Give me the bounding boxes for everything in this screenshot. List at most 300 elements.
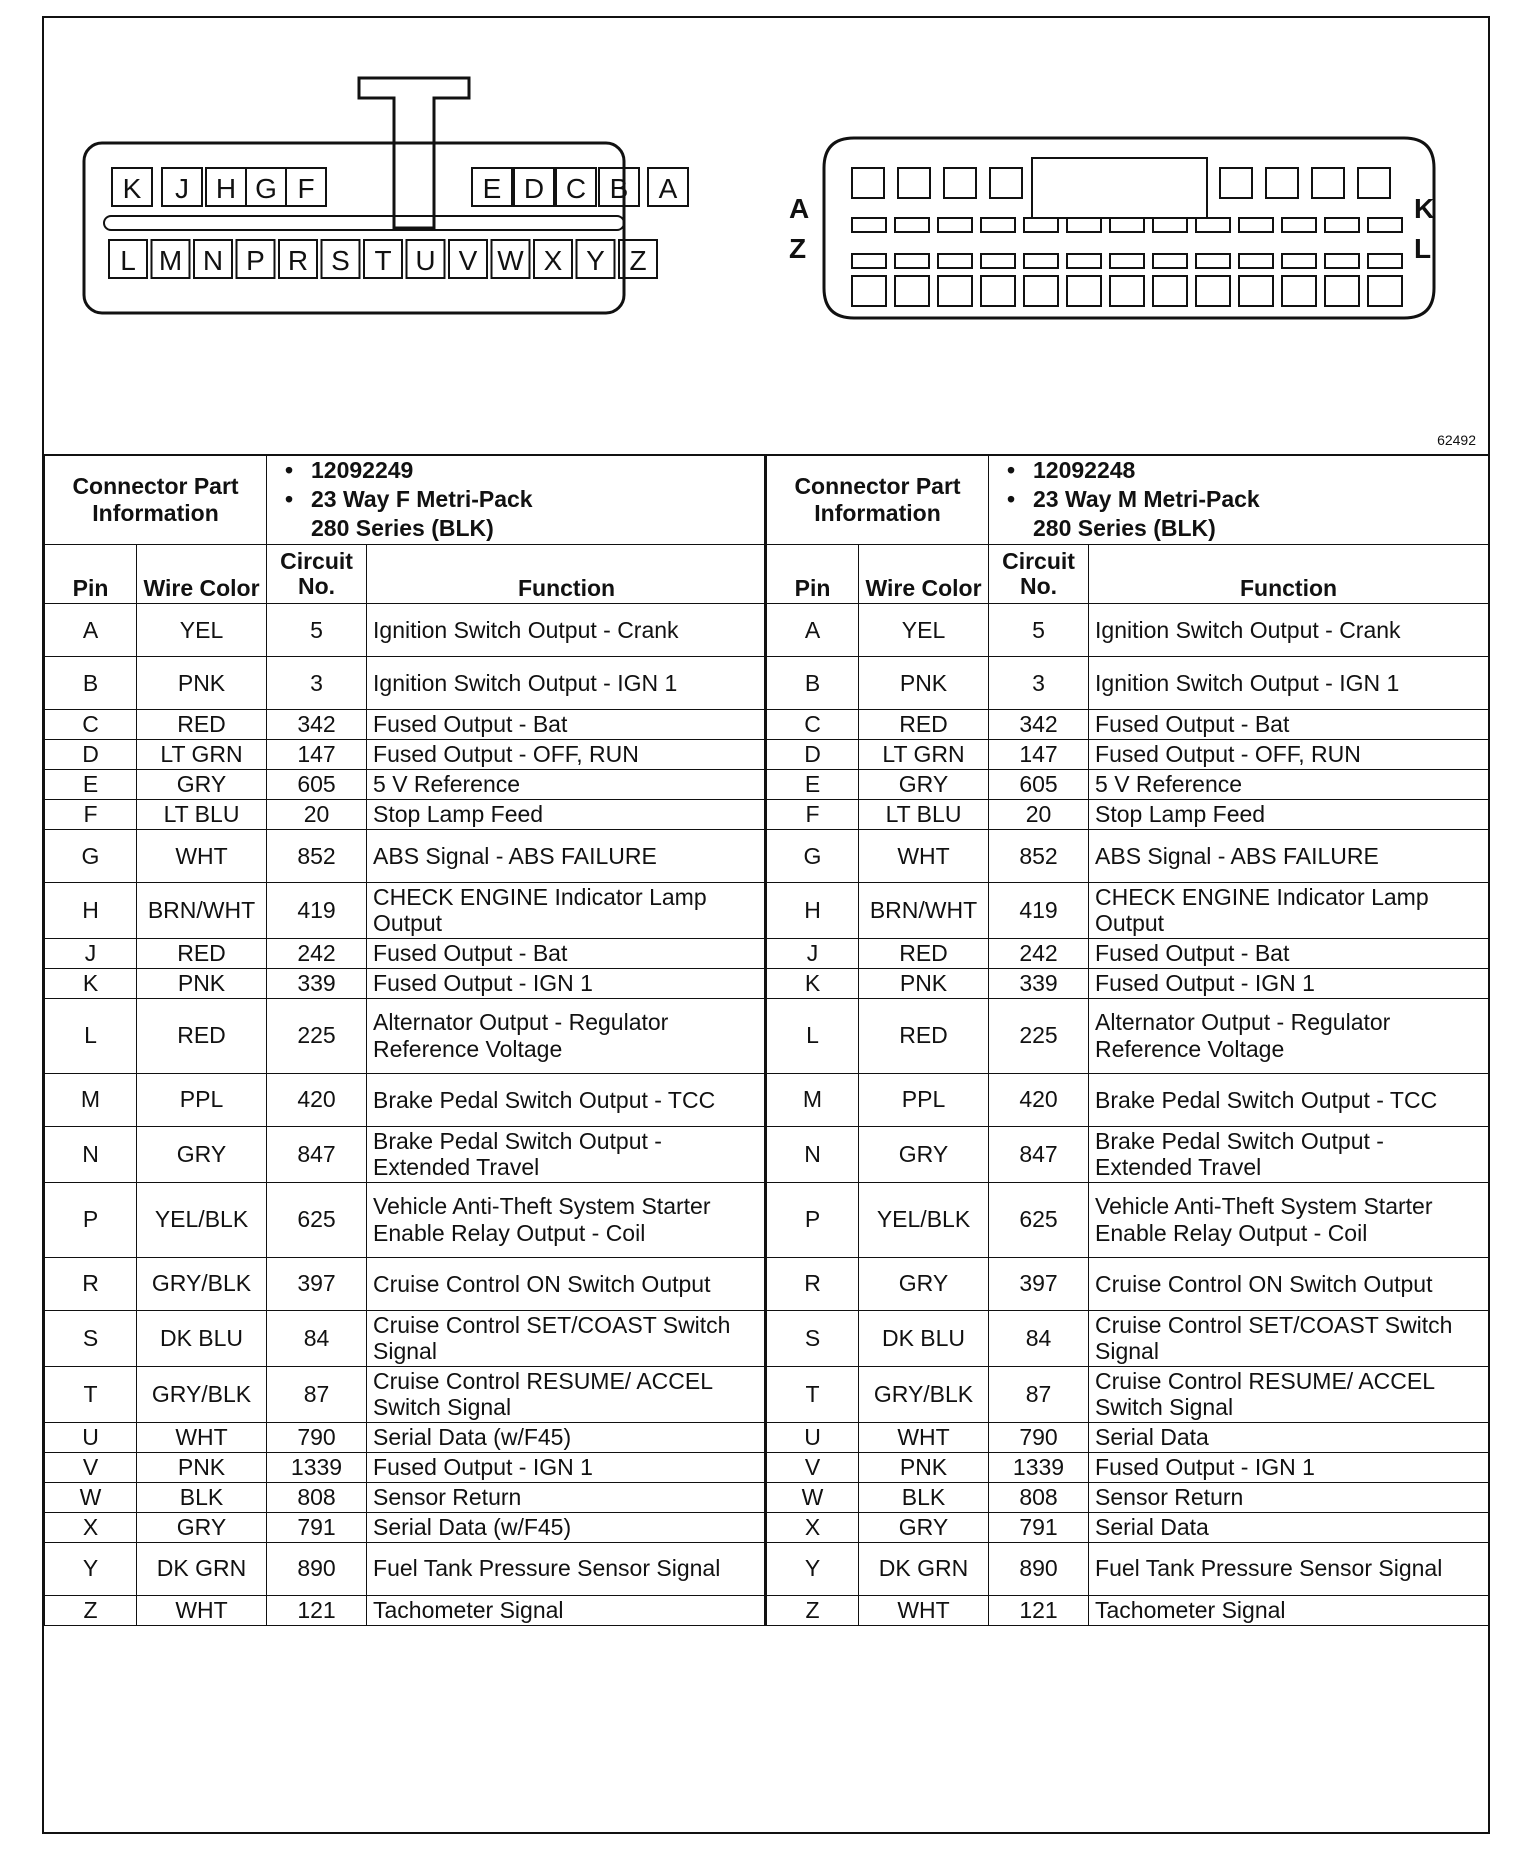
function-cell: Alternator Output - Regulator Reference Voltage: [367, 998, 767, 1073]
circuit-cell: 339: [267, 968, 367, 998]
table-row: [45, 830, 767, 883]
table-row: [767, 1126, 1489, 1182]
circuit-cell: 890: [267, 1542, 367, 1595]
wire-color-cell: LT BLU: [137, 800, 267, 830]
socket-slot: [1239, 254, 1273, 268]
circuit-cell: 242: [989, 938, 1089, 968]
pin-cell: N: [767, 1126, 859, 1182]
pin-cell: K: [767, 968, 859, 998]
table-row: [767, 1182, 1489, 1257]
table-row: [45, 1073, 767, 1126]
circuit-cell: 225: [267, 998, 367, 1073]
table-row: [45, 1366, 767, 1422]
circuit-cell: 87: [267, 1366, 367, 1422]
circuit-cell: 808: [989, 1482, 1089, 1512]
function-cell: Cruise Control ON Switch Output: [367, 1257, 767, 1310]
table-row: [45, 1182, 767, 1257]
pin-label-r: R: [287, 245, 309, 276]
figure-number: 62492: [1437, 432, 1476, 448]
circuit-cell: 121: [267, 1595, 367, 1625]
function-cell: Fused Output - IGN 1: [367, 968, 767, 998]
table-row: [45, 1512, 767, 1542]
socket-slot: [1067, 254, 1101, 268]
wire-color-cell: YEL/BLK: [859, 1182, 989, 1257]
pin-label-g: G: [255, 173, 277, 204]
function-cell: Fused Output - OFF, RUN: [367, 740, 767, 770]
pin-cell: L: [767, 998, 859, 1073]
pin-cell: V: [767, 1452, 859, 1482]
wire-color-cell: PNK: [137, 968, 267, 998]
wire-color-cell: BRN/WHT: [859, 883, 989, 939]
wire-color-cell: LT GRN: [859, 740, 989, 770]
pin-label-h: H: [215, 173, 237, 204]
function-cell: Tachometer Signal: [367, 1595, 767, 1625]
function-cell: Fused Output - Bat: [367, 710, 767, 740]
pin-cell: R: [767, 1257, 859, 1310]
socket-slot: [1110, 218, 1144, 232]
wire-color-cell: PNK: [137, 657, 267, 710]
socket-cavity: [898, 168, 930, 198]
wire-color-cell: WHT: [859, 830, 989, 883]
pin-label-k: K: [122, 173, 142, 204]
wire-color-cell: WHT: [859, 1595, 989, 1625]
table-row: [767, 830, 1489, 883]
part-info-line: • 23 Way F Metri-Pack: [311, 485, 760, 514]
pin-cell: V: [45, 1452, 137, 1482]
pin-label-l: L: [120, 245, 136, 276]
pin-cell: N: [45, 1126, 137, 1182]
table-row: [767, 1310, 1489, 1366]
socket-slot: [1153, 218, 1187, 232]
table-row: [767, 938, 1489, 968]
function-cell: Sensor Return: [1089, 1482, 1489, 1512]
function-cell: Alternator Output - Regulator Reference Voltage: [1089, 998, 1489, 1073]
wire-color-cell: BLK: [137, 1482, 267, 1512]
socket-cavity: [852, 276, 886, 306]
wire-color-cell: DK BLU: [137, 1310, 267, 1366]
table-row: [45, 1257, 767, 1310]
wire-color-cell: RED: [137, 998, 267, 1073]
socket-cavity: [1282, 276, 1316, 306]
left-pinout-table: [44, 454, 766, 1626]
wire-color-cell: RED: [137, 710, 267, 740]
left-connector-divider: [104, 216, 624, 230]
right-connector-label-l: L: [1414, 233, 1432, 264]
socket-slot: [1239, 218, 1273, 232]
table-row: [767, 1073, 1489, 1126]
circuit-cell: 339: [989, 968, 1089, 998]
socket-cavity: [944, 168, 976, 198]
right-connector-key: [1032, 158, 1207, 218]
table-row: [45, 1542, 767, 1595]
circuit-cell: 397: [267, 1257, 367, 1310]
socket-slot: [981, 218, 1015, 232]
function-cell: Ignition Switch Output - IGN 1: [367, 657, 767, 710]
socket-cavity: [1153, 276, 1187, 306]
wire-color-cell: GRY: [137, 770, 267, 800]
socket-slot: [1067, 218, 1101, 232]
wire-color-cell: YEL: [137, 604, 267, 657]
pin-cell: L: [45, 998, 137, 1073]
circuit-cell: 342: [989, 710, 1089, 740]
socket-cavity: [1110, 276, 1144, 306]
table-row: [45, 657, 767, 710]
table-row: [45, 604, 767, 657]
function-cell: Fuel Tank Pressure Sensor Signal: [367, 1542, 767, 1595]
wire-color-cell: DK BLU: [859, 1310, 989, 1366]
function-cell: Serial Data (w/F45): [367, 1512, 767, 1542]
pin-cell: S: [45, 1310, 137, 1366]
right-connector-body: [824, 138, 1434, 318]
socket-slot: [1153, 254, 1187, 268]
table-row: [767, 1366, 1489, 1422]
circuit-cell: 5: [267, 604, 367, 657]
pin-cell: W: [767, 1482, 859, 1512]
pin-cell: U: [45, 1422, 137, 1452]
function-cell: Fused Output - Bat: [367, 938, 767, 968]
circuit-cell: 397: [989, 1257, 1089, 1310]
socket-slot: [938, 254, 972, 268]
pin-cell: W: [45, 1482, 137, 1512]
table-row: [767, 1482, 1489, 1512]
pin-cell: M: [767, 1073, 859, 1126]
function-cell: Ignition Switch Output - Crank: [367, 604, 767, 657]
function-cell: CHECK ENGINE Indicator Lamp Output: [367, 883, 767, 939]
socket-slot: [1196, 254, 1230, 268]
circuit-cell: 87: [989, 1366, 1089, 1422]
socket-slot: [1024, 254, 1058, 268]
part-info-line: • 23 Way M Metri-Pack: [1033, 485, 1482, 514]
table-row: [45, 938, 767, 968]
table-row: [45, 1310, 767, 1366]
wire-color-cell: GRY: [859, 770, 989, 800]
function-cell: Brake Pedal Switch Output - TCC: [1089, 1073, 1489, 1126]
wire-color-cell: BRN/WHT: [137, 883, 267, 939]
circuit-cell: 342: [267, 710, 367, 740]
socket-cavity: [1067, 276, 1101, 306]
pin-cell: J: [767, 938, 859, 968]
socket-slot: [1024, 218, 1058, 232]
function-cell: Fused Output - IGN 1: [367, 1452, 767, 1482]
wire-color-cell: RED: [859, 710, 989, 740]
wire-color-cell: GRY: [859, 1512, 989, 1542]
pinout-table: [44, 454, 767, 1626]
pin-cell: C: [45, 710, 137, 740]
socket-slot: [1282, 218, 1316, 232]
function-cell: Brake Pedal Switch Output - TCC: [367, 1073, 767, 1126]
table-row: [45, 740, 767, 770]
pin-label-v: V: [458, 245, 478, 276]
pin-label-m: M: [158, 245, 183, 276]
table-row: [45, 1422, 767, 1452]
circuit-cell: 605: [267, 770, 367, 800]
circuit-cell: 20: [267, 800, 367, 830]
circuit-cell: 20: [989, 800, 1089, 830]
function-cell: Brake Pedal Switch Output - Extended Travel: [367, 1126, 767, 1182]
wire-color-cell: WHT: [137, 1595, 267, 1625]
function-cell: Fused Output - OFF, RUN: [1089, 740, 1489, 770]
table-header-row: [767, 545, 1489, 604]
circuit-cell: 847: [267, 1126, 367, 1182]
pin-header: Pin: [767, 545, 859, 604]
wire-color-cell: PNK: [859, 657, 989, 710]
function-cell: Brake Pedal Switch Output - Extended Travel: [1089, 1126, 1489, 1182]
table-row: [767, 1257, 1489, 1310]
pin-label-f: F: [297, 173, 315, 204]
table-row: [767, 657, 1489, 710]
function-cell: Tachometer Signal: [1089, 1595, 1489, 1625]
pin-cell: J: [45, 938, 137, 968]
circuit-cell: 225: [989, 998, 1089, 1073]
table-row: [45, 710, 767, 740]
function-cell: Fused Output - Bat: [1089, 710, 1489, 740]
socket-cavity: [981, 276, 1015, 306]
table-row: [767, 1542, 1489, 1595]
pin-label-z: Z: [629, 245, 647, 276]
wire-color-cell: RED: [859, 938, 989, 968]
function-cell: Stop Lamp Feed: [1089, 800, 1489, 830]
function-cell: Fused Output - IGN 1: [1089, 1452, 1489, 1482]
function-cell: ABS Signal - ABS FAILURE: [1089, 830, 1489, 883]
circuit-cell: 419: [267, 883, 367, 939]
circuit-cell: 852: [989, 830, 1089, 883]
socket-cavity: [1024, 276, 1058, 306]
pin-cell: M: [45, 1073, 137, 1126]
connector-info-label: Connector Part Information: [767, 455, 989, 545]
table-row: [767, 770, 1489, 800]
function-cell: Sensor Return: [367, 1482, 767, 1512]
socket-cavity: [990, 168, 1022, 198]
socket-slot: [938, 218, 972, 232]
pin-cell: S: [767, 1310, 859, 1366]
table-row: [767, 1512, 1489, 1542]
left-connector-latch: [359, 78, 469, 228]
wire-color-cell: RED: [859, 998, 989, 1073]
wire-color-cell: WHT: [137, 830, 267, 883]
function-cell: Fused Output - IGN 1: [1089, 968, 1489, 998]
pin-cell: T: [767, 1366, 859, 1422]
pin-cell: F: [45, 800, 137, 830]
socket-slot: [852, 254, 886, 268]
wire-color-cell: PPL: [859, 1073, 989, 1126]
table-row: [45, 968, 767, 998]
function-cell: Cruise Control RESUME/ ACCEL Switch Signal: [1089, 1366, 1489, 1422]
right-pinout-table: [766, 454, 1488, 1626]
connector-illustration: [44, 18, 1488, 454]
pin-cell: U: [767, 1422, 859, 1452]
circuit-cell: 1339: [989, 1452, 1089, 1482]
pin-label-a: A: [658, 173, 678, 204]
socket-cavity: [1239, 276, 1273, 306]
pin-cell: P: [767, 1182, 859, 1257]
table-row: [767, 710, 1489, 740]
function-cell: Stop Lamp Feed: [367, 800, 767, 830]
wire-color-cell: WHT: [859, 1422, 989, 1452]
pin-cell: C: [767, 710, 859, 740]
circuit-header: Circuit No.: [267, 545, 367, 604]
socket-cavity: [938, 276, 972, 306]
circuit-cell: 3: [267, 657, 367, 710]
function-cell: ABS Signal - ABS FAILURE: [367, 830, 767, 883]
circuit-cell: 419: [989, 883, 1089, 939]
function-header: Function: [367, 545, 767, 604]
socket-slot: [981, 254, 1015, 268]
pin-cell: B: [45, 657, 137, 710]
table-row: [767, 800, 1489, 830]
table-row: [45, 1452, 767, 1482]
function-cell: Serial Data: [1089, 1512, 1489, 1542]
socket-slot: [1325, 218, 1359, 232]
function-cell: CHECK ENGINE Indicator Lamp Output: [1089, 883, 1489, 939]
wire-color-cell: YEL/BLK: [137, 1182, 267, 1257]
pin-cell: D: [767, 740, 859, 770]
function-cell: Cruise Control SET/COAST Switch Signal: [1089, 1310, 1489, 1366]
socket-cavity: [1368, 276, 1402, 306]
pin-cell: T: [45, 1366, 137, 1422]
function-cell: 5 V Reference: [367, 770, 767, 800]
right-connector-label-z: Z: [789, 233, 807, 264]
pin-cell: H: [45, 883, 137, 939]
table-row: [45, 800, 767, 830]
pin-label-t: T: [374, 245, 392, 276]
table-row: [767, 1452, 1489, 1482]
circuit-cell: 852: [267, 830, 367, 883]
wire-color-cell: DK GRN: [137, 1542, 267, 1595]
socket-cavity: [1312, 168, 1344, 198]
part-info-line: • 12092248: [1033, 456, 1482, 485]
table-row: [45, 1595, 767, 1625]
table-row: [45, 1126, 767, 1182]
pin-label-c: C: [565, 173, 587, 204]
right-connector-label-k: K: [1414, 193, 1435, 224]
pin-cell: A: [45, 604, 137, 657]
wire-color-cell: PNK: [859, 1452, 989, 1482]
pin-label-n: N: [202, 245, 224, 276]
pin-label-s: S: [331, 245, 350, 276]
pin-cell: D: [45, 740, 137, 770]
pin-cell: F: [767, 800, 859, 830]
pin-label-u: U: [415, 245, 436, 276]
wire-color-cell: PNK: [137, 1452, 267, 1482]
pin-cell: X: [45, 1512, 137, 1542]
table-row: [767, 998, 1489, 1073]
table-row: [767, 740, 1489, 770]
pinout-table: [766, 454, 1489, 1626]
circuit-cell: 84: [267, 1310, 367, 1366]
socket-cavity: [1220, 168, 1252, 198]
circuit-cell: 420: [267, 1073, 367, 1126]
pin-cell: P: [45, 1182, 137, 1257]
connector-info-row: [767, 455, 1489, 545]
socket-cavity: [852, 168, 884, 198]
table-row: [45, 883, 767, 939]
pin-cell: G: [45, 830, 137, 883]
circuit-cell: 5: [989, 604, 1089, 657]
pin-cell: A: [767, 604, 859, 657]
circuit-header: Circuit No.: [989, 545, 1089, 604]
table-row: [45, 998, 767, 1073]
part-info-line: 280 Series (BLK): [1033, 514, 1216, 541]
socket-slot: [852, 218, 886, 232]
circuit-cell: 242: [267, 938, 367, 968]
pin-cell: Z: [45, 1595, 137, 1625]
circuit-cell: 147: [267, 740, 367, 770]
function-cell: Ignition Switch Output - IGN 1: [1089, 657, 1489, 710]
pin-label-e: E: [482, 173, 502, 204]
wire-color-header: Wire Color: [859, 545, 989, 604]
function-cell: Cruise Control RESUME/ ACCEL Switch Signal: [367, 1366, 767, 1422]
pin-label-w: W: [497, 245, 524, 276]
function-header: Function: [1089, 545, 1489, 604]
function-cell: Vehicle Anti-Theft System Starter Enable Relay Output - Coil: [1089, 1182, 1489, 1257]
table-row: [45, 770, 767, 800]
function-cell: Cruise Control SET/COAST Switch Signal: [367, 1310, 767, 1366]
pin-cell: H: [767, 883, 859, 939]
wire-color-cell: GRY: [859, 1126, 989, 1182]
function-cell: Fuel Tank Pressure Sensor Signal: [1089, 1542, 1489, 1595]
circuit-cell: 420: [989, 1073, 1089, 1126]
pinout-tables: [44, 454, 1488, 1626]
socket-cavity: [1358, 168, 1390, 198]
connector-diagram: [44, 18, 1488, 456]
pin-label-p: P: [246, 245, 265, 276]
wire-color-cell: PNK: [859, 968, 989, 998]
table-row: [767, 883, 1489, 939]
function-cell: Serial Data (w/F45): [367, 1422, 767, 1452]
wire-color-cell: LT BLU: [859, 800, 989, 830]
socket-slot: [1368, 218, 1402, 232]
connector-part-info: [989, 455, 1489, 545]
socket-slot: [1196, 218, 1230, 232]
pin-label-d: D: [523, 173, 545, 204]
circuit-cell: 1339: [267, 1452, 367, 1482]
pin-cell: B: [767, 657, 859, 710]
table-row: [767, 1422, 1489, 1452]
pin-header: Pin: [45, 545, 137, 604]
function-cell: Serial Data: [1089, 1422, 1489, 1452]
pin-cell: R: [45, 1257, 137, 1310]
socket-cavity: [1325, 276, 1359, 306]
circuit-cell: 791: [267, 1512, 367, 1542]
table-row: [45, 1482, 767, 1512]
table-header-row: [45, 545, 767, 604]
circuit-cell: 121: [989, 1595, 1089, 1625]
wire-color-cell: GRY: [137, 1126, 267, 1182]
right-connector-label-a: A: [789, 193, 810, 224]
part-info-line: • 12092249: [311, 456, 760, 485]
pin-cell: K: [45, 968, 137, 998]
circuit-cell: 790: [267, 1422, 367, 1452]
circuit-cell: 3: [989, 657, 1089, 710]
socket-cavity: [1196, 276, 1230, 306]
circuit-cell: 625: [267, 1182, 367, 1257]
pin-cell: E: [45, 770, 137, 800]
wire-color-cell: GRY/BLK: [137, 1257, 267, 1310]
document-frame: [42, 16, 1490, 1834]
circuit-cell: 790: [989, 1422, 1089, 1452]
wire-color-cell: GRY/BLK: [859, 1366, 989, 1422]
wire-color-cell: GRY/BLK: [137, 1366, 267, 1422]
socket-slot: [1325, 254, 1359, 268]
socket-slot: [1282, 254, 1316, 268]
table-row: [767, 1595, 1489, 1625]
wire-color-cell: DK GRN: [859, 1542, 989, 1595]
function-cell: 5 V Reference: [1089, 770, 1489, 800]
wire-color-cell: RED: [137, 938, 267, 968]
wire-color-cell: WHT: [137, 1422, 267, 1452]
function-cell: Ignition Switch Output - Crank: [1089, 604, 1489, 657]
circuit-cell: 847: [989, 1126, 1089, 1182]
